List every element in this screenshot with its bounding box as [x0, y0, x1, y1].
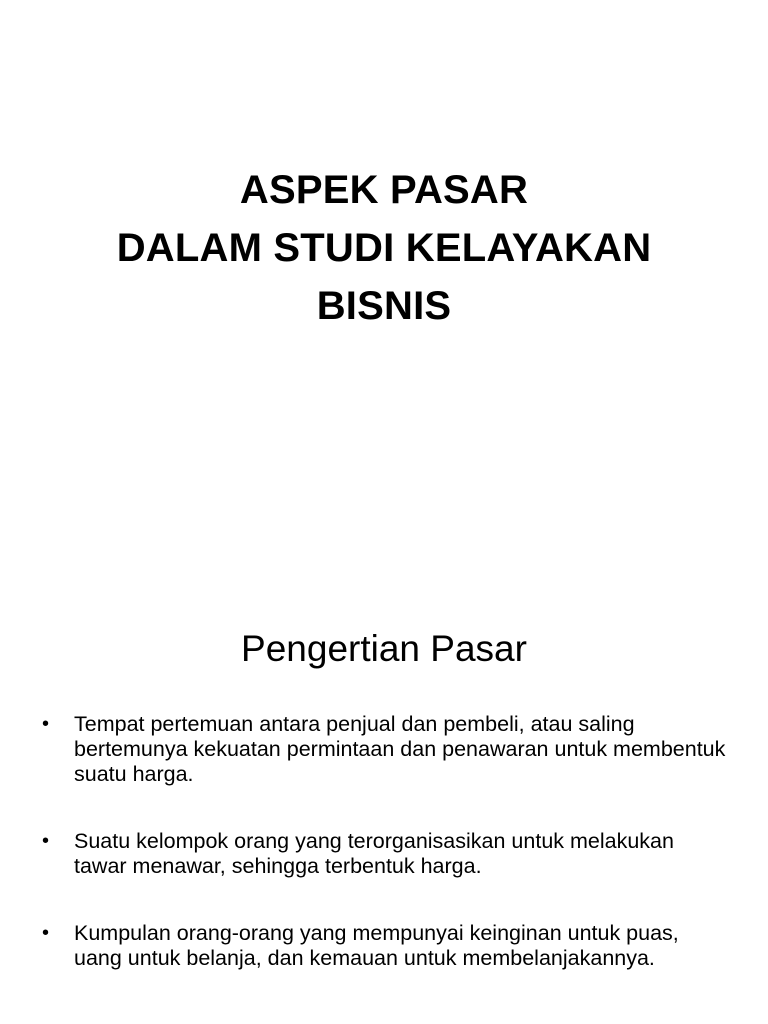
- list-item-text: Tempat pertemuan antara penjual dan pembeli, atau saling bertemunya kekuatan permintaan dan penawaran untuk membentuk suatu harga.: [74, 712, 726, 786]
- list-item: [42, 921, 732, 971]
- bullet-icon: •: [42, 830, 50, 852]
- title-line-3: BISNIS: [316, 284, 452, 328]
- bullet-icon: •: [42, 713, 50, 735]
- list-item: [42, 829, 732, 879]
- bullet-icon: •: [42, 922, 50, 944]
- list-item-text: Suatu kelompok orang yang terorganisasikan untuk melakukan tawar menawar, sehingga terbentuk harga.: [74, 829, 674, 878]
- content-slide: [0, 512, 768, 1024]
- title-line-1: ASPEK PASAR: [239, 168, 529, 212]
- definition-list: [42, 712, 732, 971]
- list-item-text: Kumpulan orang-orang yang mempunyai keinginan untuk puas, uang untuk belanja, dan kemauan untuk membelanjakannya.: [74, 921, 679, 970]
- list-item: [42, 712, 732, 787]
- title-line-2: DALAM STUDI KELAYAKAN: [116, 226, 652, 270]
- presentation-title: [40, 161, 728, 335]
- section-title: Pengertian Pasar: [241, 628, 527, 669]
